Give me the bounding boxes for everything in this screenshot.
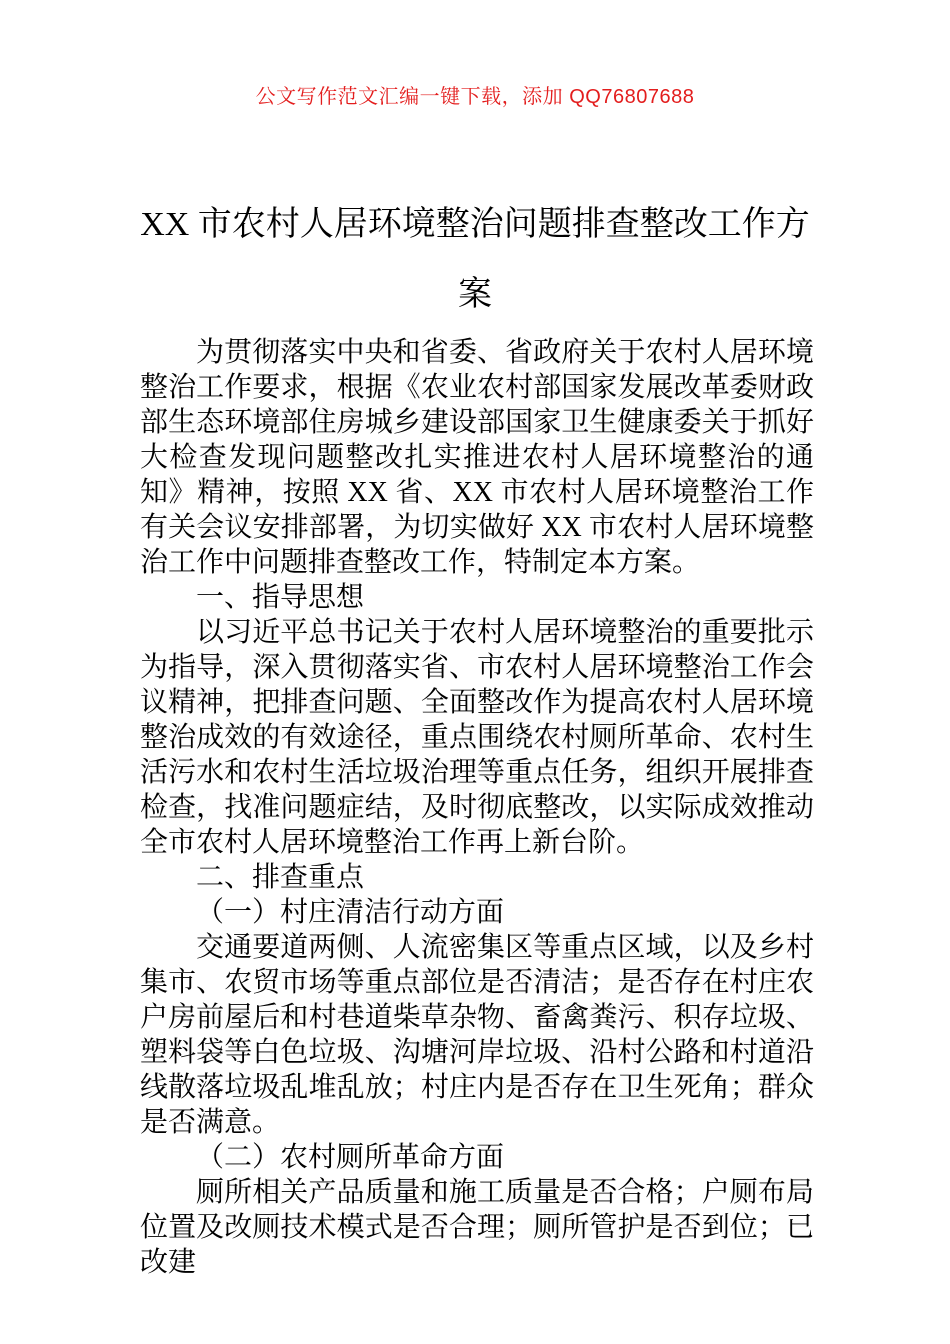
section-heading: 二、排查重点 [196, 862, 365, 893]
promo-header-text: 公文写作范文汇编一键下载，添加 QQ76807688 [255, 86, 695, 108]
document-body [140, 335, 814, 1280]
paragraph: 为贯彻落实中央和省委、省政府关于农村人居环境整治工作要求，根据《农业农村部国家发展改革委财政部生态环境部住房城乡建设部国家卫生健康委关于抓好大检查发现问题整改扎实推进农村人居环境整治的通知》精神，按照 XX 省、XX 市农村人居环境整治工作有关会议安排部署，为切实做好 XX 市农村人居环境整治工作中问题排查整改工作，特制定本方案。 [140, 337, 814, 578]
paragraph: 厕所相关产品质量和施工质量是否合格；户厕布局位置及改厕技术模式是否合理；厕所管护是否到位；已改建 [140, 1177, 814, 1278]
paragraph: 交通要道两侧、人流密集区等重点区域，以及乡村集市、农贸市场等重点部位是否清洁；是否存在村庄农户房前屋后和村巷道柴草杂物、畜禽粪污、积存垃圾、塑料袋等白色垃圾、沟塘河岸垃圾、沿村公路和村道沿线散落垃圾乱堆乱放；村庄内是否存在卫生死角；群众是否满意。 [140, 932, 814, 1138]
paragraph: 以习近平总书记关于农村人居环境整治的重要批示为指导，深入贯彻落实省、市农村人居环境整治工作会议精神，把排查问题、全面整改作为提高农村人居环境整治成效的有效途径，重点围绕农村厕所革命、农村生活污水和农村生活垃圾治理等重点任务，组织开展排查检查，找准问题症结，及时彻底整改，以实际成效推动全市农村人居环境整治工作再上新台阶。 [140, 617, 814, 858]
section-heading: 一、指导思想 [196, 582, 365, 613]
document-title: XX 市农村人居环境整治问题排查整改工作方案 [140, 205, 810, 313]
section-heading: （一）村庄清洁行动方面 [196, 897, 505, 928]
section-heading: （二）农村厕所革命方面 [196, 1142, 505, 1173]
